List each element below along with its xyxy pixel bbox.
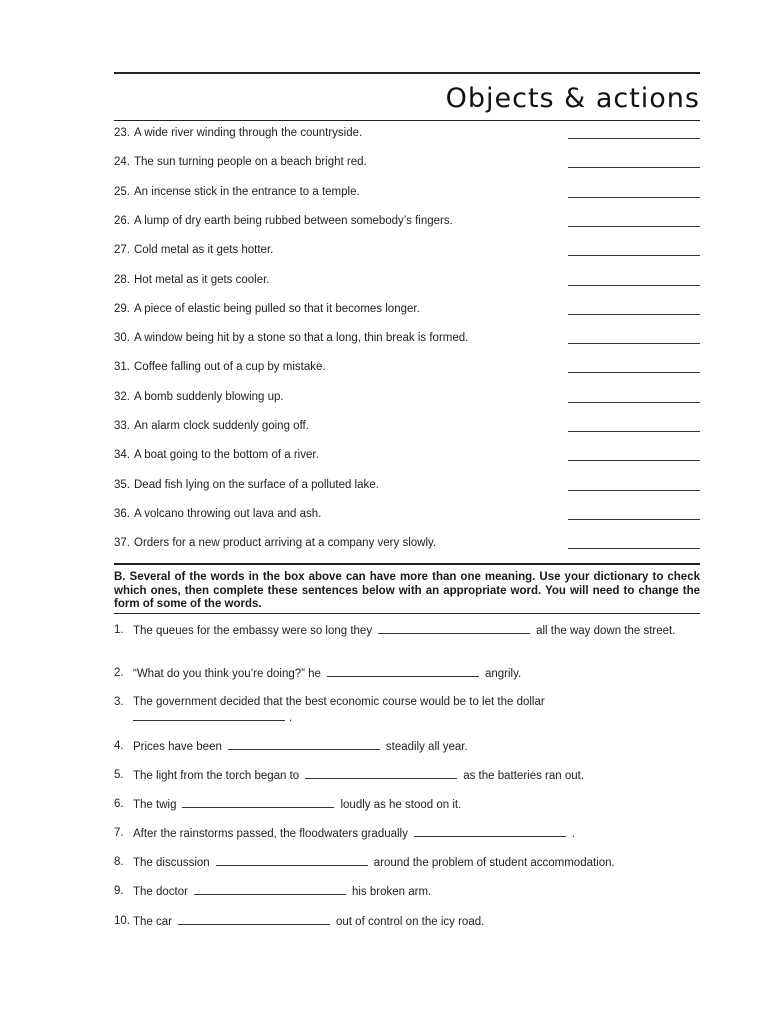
item-number: 27. [114, 244, 130, 257]
item-text: Orders for a new product arriving at a company very slowly. [134, 537, 437, 550]
answer-blank[interactable] [568, 167, 700, 168]
sentence-text-before: The doctor [133, 886, 188, 898]
sentence-text-before: “What do you think you’re doing?” he [133, 668, 321, 680]
answer-blank[interactable] [414, 826, 566, 837]
exercise-item [114, 390, 700, 404]
item-number: 26. [114, 214, 130, 227]
item-text: Coffee falling out of a cup by mistake. [134, 361, 326, 374]
item-text: A bomb suddenly blowing up. [134, 390, 284, 403]
answer-blank[interactable] [568, 285, 700, 286]
top-rule [114, 72, 700, 74]
answer-blank[interactable] [305, 768, 457, 779]
item-text: A wide river winding through the countryside. [134, 127, 363, 139]
item-text: A boat going to the bottom of a river. [134, 449, 319, 462]
item-text: A lump of dry earth being rubbed between somebody’s fingers. [134, 214, 453, 227]
fill-in-sentence [114, 797, 700, 813]
fill-in-sentence [114, 695, 700, 727]
answer-blank[interactable] [568, 372, 700, 373]
fill-in-sentence [114, 739, 700, 755]
page-title: Objects & actions [445, 83, 700, 114]
fill-in-sentence [114, 884, 700, 900]
sentence-text-after: . [289, 712, 293, 724]
sentence-number: 9. [114, 885, 124, 897]
sentence-text-before: The government decided that the best economic course would be to let the dollar [133, 696, 545, 708]
exercise-item [114, 155, 700, 169]
sentence-text-after: out of control on the icy road. [336, 916, 485, 928]
exercise-item [114, 478, 700, 492]
sentence-text-before: The car [133, 916, 172, 928]
fill-in-sentence [114, 914, 700, 930]
item-number: 23. [114, 127, 130, 139]
answer-blank[interactable] [568, 343, 700, 344]
sentence-text-after: all the way down the street. [536, 625, 676, 637]
answer-blank[interactable] [568, 226, 700, 227]
item-number: 35. [114, 478, 130, 491]
answer-blank[interactable] [194, 884, 346, 895]
sentence-text-before: The twig [133, 799, 177, 811]
exercise-item [114, 126, 700, 140]
exercise-item [114, 214, 700, 228]
fill-in-sentence [114, 768, 700, 784]
answer-blank[interactable] [133, 710, 285, 721]
answer-blank[interactable] [568, 255, 700, 256]
item-text: A window being hit by a stone so that a long, thin break is formed. [134, 332, 469, 345]
answer-blank[interactable] [216, 855, 368, 866]
item-text: A volcano throwing out lava and ash. [134, 507, 322, 520]
fill-in-sentence [114, 826, 700, 842]
item-text: The sun turning people on a beach bright red. [134, 156, 367, 169]
item-number: 28. [114, 273, 130, 286]
answer-blank[interactable] [568, 197, 700, 198]
sentence-text-after: steadily all year. [385, 741, 468, 753]
answer-blank[interactable] [228, 739, 380, 750]
sentence-text-after: as the batteries ran out. [463, 770, 585, 782]
exercise-item [114, 536, 700, 550]
sentence-number: 6. [114, 798, 124, 810]
item-number: 25. [114, 185, 130, 198]
sentence-text-before: Prices have been [133, 741, 222, 753]
sentence-text-after: around the problem of student accommodation. [373, 857, 615, 869]
exercise-item [114, 331, 700, 345]
answer-blank[interactable] [568, 314, 700, 315]
exercise-item [114, 243, 700, 257]
exercise-item [114, 507, 700, 521]
exercise-item [114, 448, 700, 462]
answer-blank[interactable] [568, 402, 700, 403]
answer-blank[interactable] [568, 519, 700, 520]
item-text: A piece of elastic being pulled so that it becomes longer. [134, 302, 420, 315]
sentence-text-after: . [571, 828, 576, 840]
fill-in-sentence [114, 855, 700, 871]
item-number: 29. [114, 302, 130, 315]
item-text: Cold metal as it gets hotter. [134, 244, 274, 257]
sentence-number: 10. [114, 915, 130, 927]
fill-in-sentence [114, 666, 700, 682]
answer-blank[interactable] [568, 490, 700, 491]
sentence-number: 7. [114, 827, 124, 839]
item-number: 30. [114, 332, 130, 345]
sentence-number: 2. [114, 667, 124, 679]
sentence-number: 1. [114, 624, 124, 636]
section-divider [114, 563, 700, 565]
item-number: 24. [114, 156, 130, 169]
sentence-number: 3. [114, 696, 124, 708]
answer-blank[interactable] [568, 431, 700, 432]
answer-blank[interactable] [378, 623, 530, 634]
instruction-rule [114, 613, 700, 614]
sentence-text-after: his broken arm. [351, 886, 432, 898]
item-text: Dead fish lying on the surface of a polluted lake. [134, 478, 379, 491]
exercise-item [114, 302, 700, 316]
sentence-number: 5. [114, 769, 124, 781]
section-b-instruction: B. Several of the words in the box above can have more than one meaning. Use your dictionary to check which ones, then complete these sentences below with an appropriate word. You will need to change the form of some of the words. [114, 571, 700, 610]
item-text: Hot metal as it gets cooler. [134, 273, 270, 286]
sentence-number: 8. [114, 856, 124, 868]
sentence-text-after: angrily. [484, 668, 522, 680]
item-number: 34. [114, 449, 130, 462]
answer-blank[interactable] [568, 138, 700, 139]
sentence-number: 4. [114, 740, 124, 752]
answer-blank[interactable] [178, 914, 330, 925]
exercise-item [114, 360, 700, 374]
item-text: An alarm clock suddenly going off. [134, 420, 309, 432]
answer-blank[interactable] [568, 548, 700, 549]
item-number: 31. [114, 361, 130, 374]
title-rule [114, 120, 700, 121]
item-number: 33. [114, 420, 130, 432]
exercise-item [114, 185, 700, 199]
item-number: 32. [114, 390, 130, 403]
item-number: 37. [114, 537, 130, 550]
item-number: 36. [114, 507, 130, 520]
sentence-text-before: The queues for the embassy were so long they [133, 625, 373, 637]
sentence-text-before: The light from the torch began to [133, 770, 300, 782]
item-text: An incense stick in the entrance to a temple. [134, 185, 360, 198]
answer-blank[interactable] [182, 797, 334, 808]
sentence-text-before: After the rainstorms passed, the floodwaters gradually [133, 828, 408, 840]
exercise-item [114, 419, 700, 433]
answer-blank[interactable] [327, 666, 479, 677]
fill-in-sentence [114, 623, 700, 655]
answer-blank[interactable] [568, 460, 700, 461]
exercise-item [114, 273, 700, 287]
sentence-text-before: The discussion [133, 857, 210, 869]
sentence-text-after: loudly as he stood on it. [340, 799, 462, 811]
